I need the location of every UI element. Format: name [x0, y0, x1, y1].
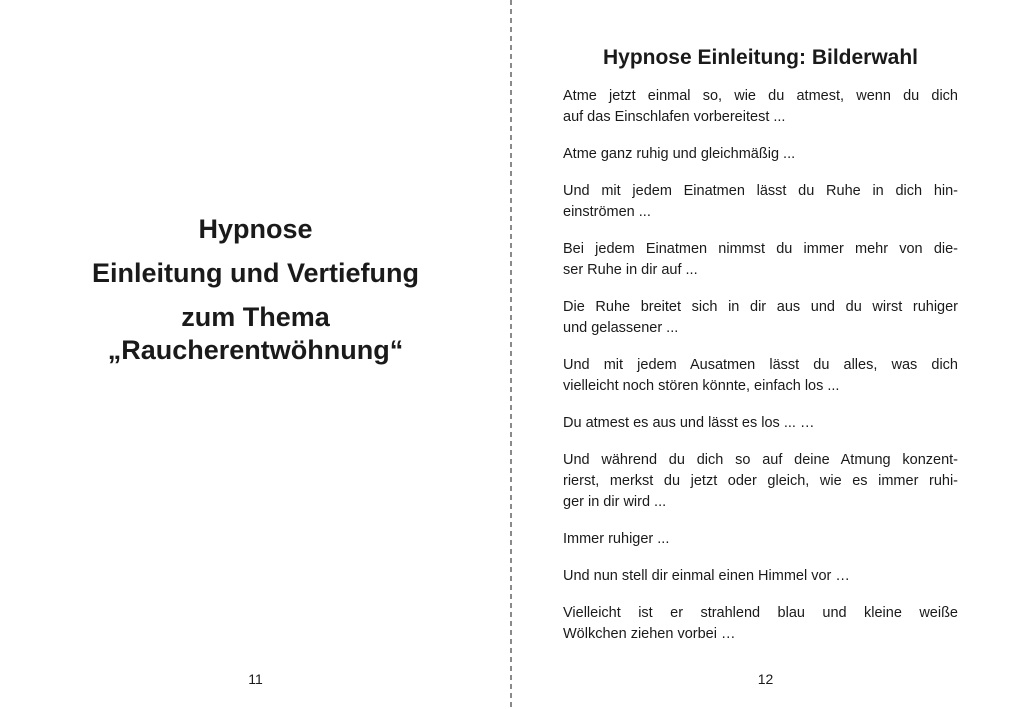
paragraph	[563, 603, 958, 645]
page-right	[511, 0, 1020, 709]
page-number-left: 11	[248, 671, 263, 687]
text-line: einströmen ...	[563, 204, 651, 220]
text-line: Und nun stell dir einmal einen Himmel vor …	[563, 568, 850, 584]
page-number-right: 12	[757, 671, 774, 687]
paragraph	[563, 450, 958, 513]
paragraph	[563, 566, 958, 587]
title-line: Hypnose	[198, 214, 313, 244]
title-line: zum Thema	[181, 302, 330, 332]
text-line: Wölkchen ziehen vorbei …	[563, 626, 736, 642]
paragraph	[563, 529, 958, 550]
paragraph	[563, 144, 958, 165]
text-line: Die Ruhe breitet sich in dir aus und du wirst ruhiger	[563, 299, 958, 315]
text-line: Atme jetzt einmal so, wie du atmest, wenn du dich	[563, 88, 958, 104]
chapter-title	[0, 207, 511, 367]
text-line: vielleicht noch stören könnte, einfach los ...	[563, 378, 840, 394]
paragraph	[563, 355, 958, 397]
text-line: Bei jedem Einatmen nimmst du immer mehr von die-	[563, 241, 958, 257]
text-line: rierst, merkst du jetzt oder gleich, wie es immer ruhi-	[563, 473, 958, 489]
body-paragraphs	[563, 86, 958, 645]
title-line: Einleitung und Vertiefung	[92, 258, 419, 288]
text-line: auf das Einschlafen vorbereitest ...	[563, 109, 786, 125]
title-line: „Raucherentwöhnung“	[107, 335, 404, 365]
text-line: Und während du dich so auf deine Atmung konzent-	[563, 452, 958, 468]
text-line: Du atmest es aus und lässt es los ... …	[563, 415, 815, 431]
paragraph	[563, 181, 958, 223]
paragraph	[563, 239, 958, 281]
text-line: Und mit jedem Ausatmen lässt du alles, was dich	[563, 357, 958, 373]
text-line: Und mit jedem Einatmen lässt du Ruhe in dich hin-	[563, 183, 958, 199]
paragraph	[563, 297, 958, 339]
paragraph	[563, 413, 958, 434]
text-line: ger in dir wird ...	[563, 494, 667, 510]
section-heading: Hypnose Einleitung: Bilderwahl	[602, 46, 919, 69]
text-line: Immer ruhiger ...	[563, 531, 670, 547]
text-line: Vielleicht ist er strahlend blau und kleine weiße	[563, 605, 958, 621]
text-line: ser Ruhe in dir auf ...	[563, 262, 698, 278]
paragraph	[563, 86, 958, 128]
text-line: Atme ganz ruhig und gleichmäßig ...	[563, 146, 796, 162]
text-line: und gelassener ...	[563, 320, 679, 336]
